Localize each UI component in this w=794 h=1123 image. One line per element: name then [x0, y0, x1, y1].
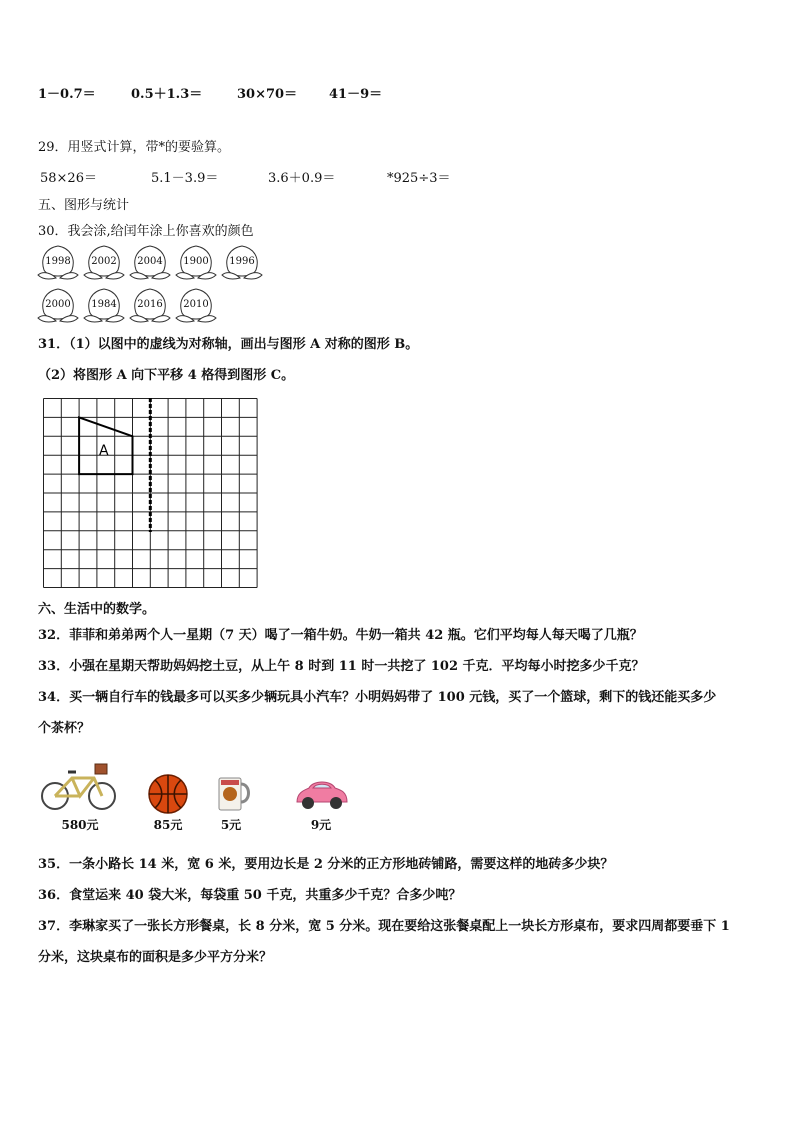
q29-item: 3.6＋0.9＝ [268, 171, 336, 186]
grid-lines [44, 399, 258, 588]
symmetry-grid[interactable] [43, 398, 259, 590]
peach-year-label: 2000 [45, 299, 71, 310]
cup-icon [191, 760, 271, 814]
toy-car-item [281, 760, 361, 832]
top-arithmetic-row [0, 83, 794, 101]
question-31-part-1: 31．（1）以图中的虚线为对称轴，画出与图形 A 对称的图形 B。 [38, 337, 419, 352]
peach-year-label: 1996 [229, 256, 255, 267]
question-30: 30．我会涂,给闰年涂上你喜欢的颜色 [38, 224, 254, 239]
peach-year-label: 1998 [45, 256, 71, 267]
q29-item: 5.1－3.9＝ [151, 171, 219, 186]
q29-item: 58×26＝ [40, 171, 97, 186]
toy-car-icon [281, 760, 361, 814]
cup-price: 5元 [220, 818, 242, 832]
question-32: 32．菲菲和弟弟两个人一星期（7 天）喝了一箱牛奶。牛奶一箱共 42 瓶。它们平均每人每天喝了几瓶？ [38, 628, 643, 643]
question-37-line-1: 37．李琳家买了一张长方形餐桌，长 8 分米，宽 5 分米。现在要给这张餐桌配上一块长方形桌布，要求四周都要垂下 1 [38, 919, 730, 934]
arithmetic-item: 0.5＋1.3＝ [131, 87, 203, 102]
peach-year-2000[interactable] [36, 285, 80, 327]
question-34-line-1: 34．买一辆自行车的钱最多可以买多少辆玩具小汽车？小明妈妈带了 100 元钱，买了一个篮球，剩下的钱还能买多少 [38, 690, 717, 705]
basketball-price: 85元 [153, 818, 183, 832]
peach-year-1900[interactable] [174, 242, 218, 284]
question-31-part-2: （2）将图形 A 向下平移 4 格得到图形 C。 [38, 368, 295, 383]
peach-year-2010[interactable] [174, 285, 218, 327]
question-34-line-2: 个茶杯？ [38, 721, 91, 736]
peach-year-label: 1984 [91, 299, 117, 310]
bicycle-icon [40, 760, 120, 814]
arithmetic-item: 41－9＝ [329, 87, 383, 102]
shape-a-label: A [99, 443, 109, 459]
peach-year-1996[interactable] [220, 242, 264, 284]
section-5-heading: 五、图形与统计 [38, 198, 130, 213]
peach-year-label: 2016 [137, 299, 163, 310]
question-37-line-2: 分米，这块桌布的面积是多少平方分米？ [38, 950, 273, 965]
bicycle-price: 580元 [61, 818, 99, 832]
bicycle-item [40, 760, 120, 832]
section-6-heading: 六、生活中的数学。 [38, 602, 156, 617]
peach-year-label: 2002 [91, 256, 117, 267]
arithmetic-item: 30×70＝ [237, 87, 298, 102]
peach-year-label: 2010 [183, 299, 209, 310]
toy-car-price: 9元 [310, 818, 332, 832]
question-35: 35．一条小路长 14 米，宽 6 米，要用边长是 2 分米的正方形地砖铺路，需要这样的地砖多少块？ [38, 857, 614, 872]
question-36: 36．食堂运来 40 袋大米，每袋重 50 千克，共重多少千克？合多少吨？ [38, 888, 462, 903]
cup-item [191, 760, 271, 832]
peach-row-2 [36, 285, 236, 327]
peach-year-label: 1900 [183, 256, 209, 267]
peach-year-2016[interactable] [128, 285, 172, 327]
peach-year-2004[interactable] [128, 242, 172, 284]
q29-item: *925÷3＝ [387, 171, 451, 186]
peach-year-1984[interactable] [82, 285, 126, 327]
q29-items-row [0, 167, 794, 185]
arithmetic-item: 1－0.7＝ [38, 87, 96, 102]
question-33: 33．小强在星期天帮助妈妈挖土豆，从上午 8 时到 11 时一共挖了 102 千克．平均每小时挖多少千克？ [38, 659, 645, 674]
peach-row-1 [36, 242, 276, 284]
peach-year-label: 2004 [137, 256, 163, 267]
peach-year-2002[interactable] [82, 242, 126, 284]
peach-year-1998[interactable] [36, 242, 80, 284]
question-29: 29．用竖式计算，带*的要验算。 [38, 140, 231, 155]
